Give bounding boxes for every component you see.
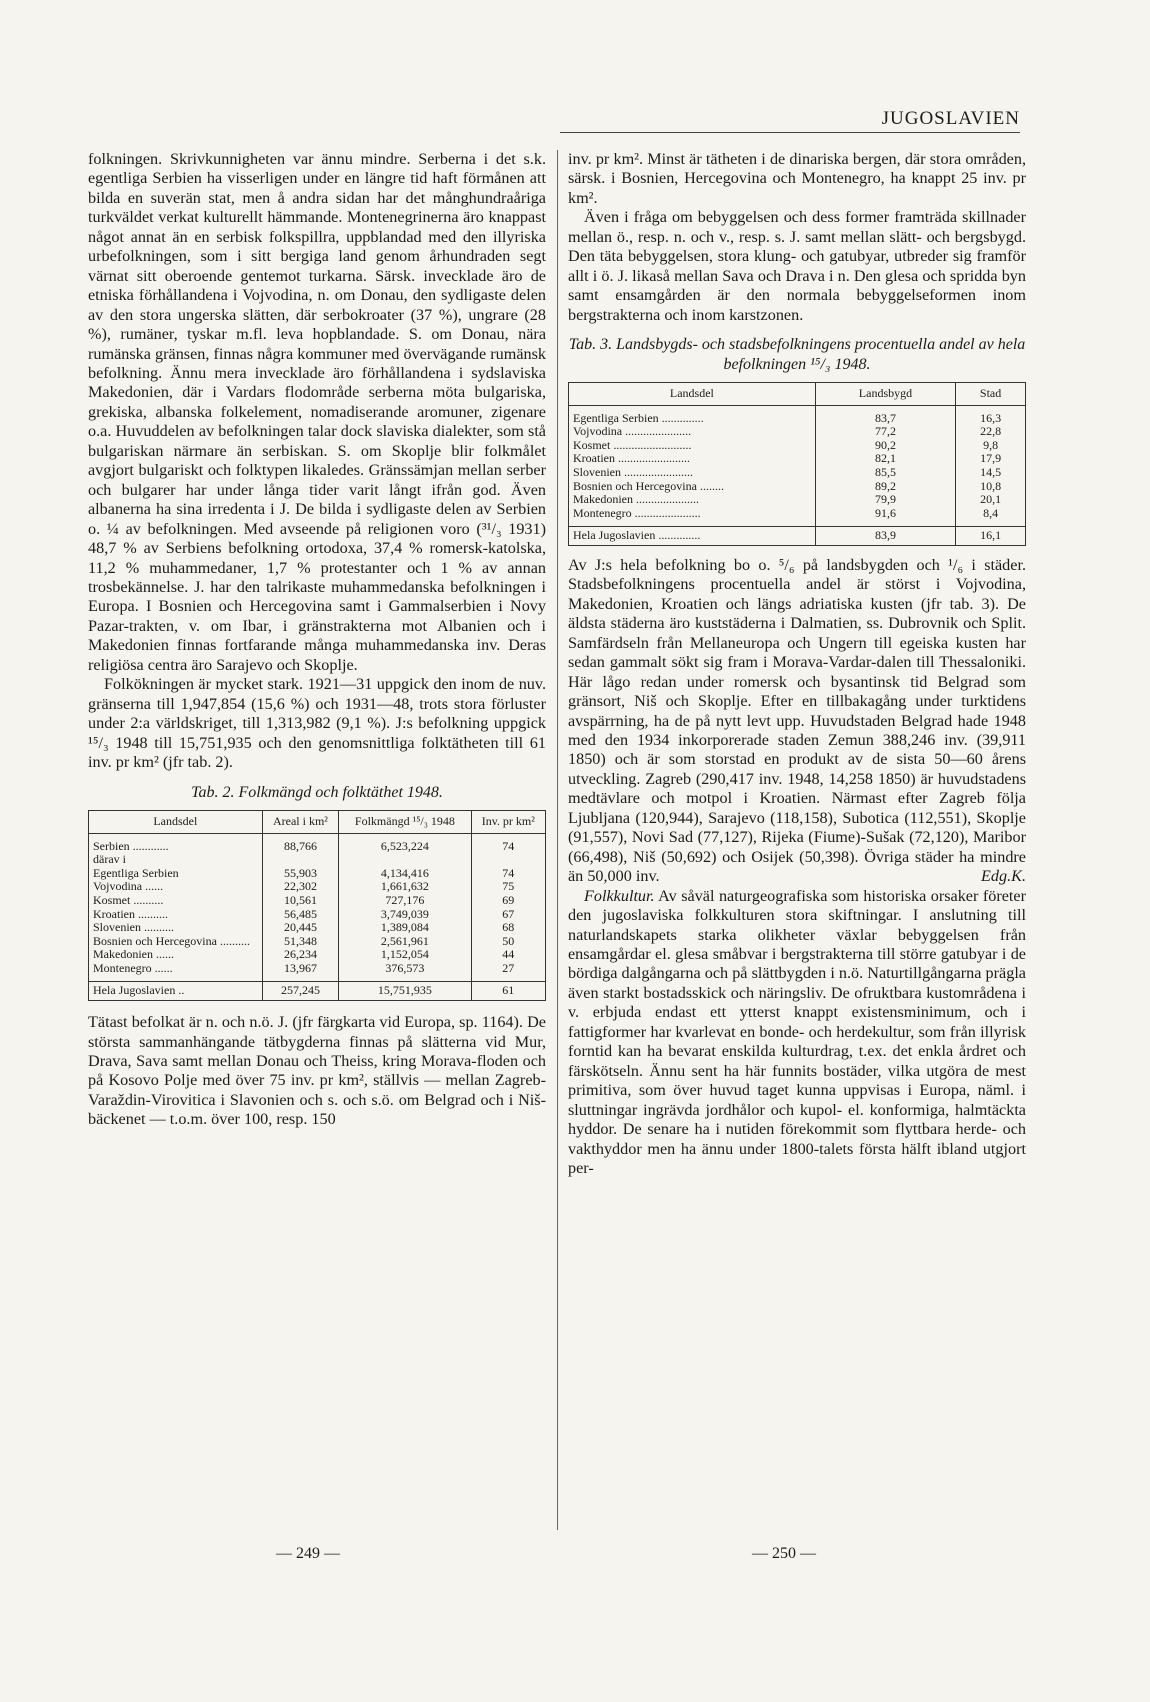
right-paragraph-3-text: Av J:s hela befolkning bo o. ⁵/₆ på landsbygden och ¹/₆ i städer. Stadsbefolkningens procentuella andel är störst i Vojvodina, Makedonien, Kroatien och längs adriatiska kusten (jfr tab. 3). De äldsta städerna äro kuststäderna i Dalmatien, ss. Dubrovnik och Split. Samfärdseln från Mellaneuropa och Ungern till egeiska kusten har sedan gammalt sökt sig fram i Morava-Vardar-dalen till Thessaloniki. Här lågo redan under romersk och bysantinsk tid Belgrad som gränsort, Niš och Skoplje. Efter en tillbakagång under turktidens avspärrning, ha de på nytt levt upp. Huvudstaden Belgrad hade 1948 med den 1934 inkorporerade staden Zemun 388,246 inv. (39,911 1850) och är som storstad en produkt av de sista 50—60 årens utveckling. Zagreb (290,417 inv. 1948, 14,258 1850) är huvudstadens medtävlare och motpol i Kroatien. Närmast efter Zagreb följa Ljubljana (120,944), Sarajevo (118,158), Subotica (112,551), Skoplje (91,557), Novi Sad (77,127), Rijeka (Fiume)-Sušak (72,120), Maribor (66,498), Niš (50,692) och Osijek (50,398). Övriga städer ha mindre än 50,000 inv. bbox=[568, 555, 1026, 886]
column-divider bbox=[557, 150, 558, 1530]
table-2-caption: Tab. 2. Folkmängd och folktäthet 1948. bbox=[191, 783, 443, 801]
table-3-cell: 10,8 bbox=[956, 480, 1026, 494]
table-2-cell: Kosmet .......... bbox=[89, 894, 263, 908]
table-2-total-cell: 15,751,935 bbox=[339, 982, 471, 1001]
table-2-cell: 27 bbox=[471, 962, 545, 982]
table-3-body bbox=[569, 405, 1026, 545]
table-2-cell: 10,561 bbox=[262, 894, 339, 908]
page-number-left: — 249 — bbox=[276, 1545, 340, 1562]
table-3-cell: 16,3 bbox=[956, 405, 1026, 425]
table-2-row bbox=[89, 853, 546, 867]
table-3-cell: Kroatien ........................ bbox=[569, 452, 816, 466]
table-2-cell: 74 bbox=[471, 833, 545, 853]
table-2-cell: 4,134,416 bbox=[339, 867, 471, 881]
table-2-row bbox=[89, 921, 546, 935]
table-2-cell: Makedonien ...... bbox=[89, 948, 263, 962]
table-2-total-cell: Hela Jugoslavien .. bbox=[89, 982, 263, 1001]
left-paragraph-3: Tätast befolkat är n. och n.ö. J. (jfr färgkarta vid Europa, sp. 1164). De största sammanhängande tätbygderna finnas på slätterna vid Mur, Drava, Sava samt mellan Donau och Theiss, kring Morava-floden och på Kosovo Polje med över 75 inv. pr km², ställvis — mellan Zagreb-Varaždin-Virovitica i Slavonien och s. och s.ö. om Belgrad och i Niš-bäckenet — t.o.m. över 100, resp. 150 bbox=[88, 1013, 546, 1129]
table-2-total-cell: 61 bbox=[471, 982, 545, 1001]
table-2-body bbox=[89, 833, 546, 1001]
table-2-cell bbox=[339, 853, 471, 867]
table-2-row bbox=[89, 880, 546, 894]
table-3-cell: Kosmet .......................... bbox=[569, 439, 816, 453]
table-3-total-row bbox=[569, 527, 1026, 546]
table-3-total-cell: 83,9 bbox=[815, 527, 955, 546]
table-2-cell: 74 bbox=[471, 867, 545, 881]
table-3-row bbox=[569, 480, 1026, 494]
table-2-cell: 67 bbox=[471, 908, 545, 922]
table-3-cell: 8,4 bbox=[956, 507, 1026, 527]
table-2-header: Folkmängd ¹⁵/₃ 1948 bbox=[339, 810, 471, 833]
table-3-cell: 22,8 bbox=[956, 425, 1026, 439]
table-2-row bbox=[89, 948, 546, 962]
table-2-total-cell: 257,245 bbox=[262, 982, 339, 1001]
section-lead: Folkkultur. bbox=[584, 886, 655, 905]
table-2-cell: 6,523,224 bbox=[339, 833, 471, 853]
table-3-cell: 83,7 bbox=[815, 405, 955, 425]
table-2-cell: 26,234 bbox=[262, 948, 339, 962]
right-paragraph-4-text: Av såväl naturgeografiska som historiska orsaker företer den jugoslaviska folkkulturen stora skiftningar. I anslutning till naturlandskapets starka olikheter växlar bebyggelsen från ensamgårdar el. glesa småbvar i bergstrakterna till större gatubyar i de bördiga dalgångarna och på slättbygden i n.ö. Naturtillgångarna prägla även starkt bostadsskick och näringsliv. De ofruktbara kustområdena i v. erbjuda endast ett ytterst knappt existensminimum, och i fattigformer har kvarlevat en bonde- och herdekultur, som från illyrisk forntid kan ha bevarat enskilda kulturdrag, t.ex. det enkla årdret och färskötseln. Ännu sent ha här funnits bostäder, vilka utgöra de mest primitiva, som över huvud taget kunna uppvisas i Europa, näml. i sluttningar ingrävda jordhålor och kupol- el. konformiga, halmtäckta hyddor. De senare ha i nutiden förekommit som flyttbara herde- och vakthyddor men ha ännu under 1800-talets första hälft ibland utgjort per- bbox=[568, 886, 1026, 1177]
table-3-cell: 89,2 bbox=[815, 480, 955, 494]
author-signature: Edg.K. bbox=[981, 867, 1026, 886]
table-3-cell: Makedonien ..................... bbox=[569, 493, 816, 507]
table-2-cell: Montenegro ...... bbox=[89, 962, 263, 982]
table-3-row bbox=[569, 466, 1026, 480]
table-2-header-row bbox=[89, 810, 546, 833]
table-3-cell: 9,8 bbox=[956, 439, 1026, 453]
table-2-cell: Egentliga Serbien bbox=[89, 867, 263, 881]
table-3-cell: Egentliga Serbien .............. bbox=[569, 405, 816, 425]
table-3-cell: Vojvodina ...................... bbox=[569, 425, 816, 439]
right-paragraph-2: Även i fråga om bebyggelsen och dess former framträda skillnader mellan ö., resp. n. och v., resp. s. J. samt mellan slätt- och bergsbygd. Den täta bebyggelsen, stora klung- och gatubyar, utbreder sig framför allt i ö. J. likaså mellan Sava och Drava i n. Den glesa och spridda byn samt ensamgården är den normala bebyggelseformen inom bergstrakterna och inom karstzonen. bbox=[568, 208, 1026, 324]
table-2-cell: Kroatien .......... bbox=[89, 908, 263, 922]
table-2-cell: 1,152,054 bbox=[339, 948, 471, 962]
table-2-cell: 20,445 bbox=[262, 921, 339, 935]
table-3-cell: 77,2 bbox=[815, 425, 955, 439]
table-2-cell: 55,903 bbox=[262, 867, 339, 881]
table-3-cell: 90,2 bbox=[815, 439, 955, 453]
table-2-cell: 13,967 bbox=[262, 962, 339, 982]
table-3-header: Landsbygd bbox=[815, 382, 955, 405]
table-2-row bbox=[89, 894, 546, 908]
left-column bbox=[88, 150, 546, 1130]
table-3-total-cell: Hela Jugoslavien .............. bbox=[569, 527, 816, 546]
table-2-cell: 69 bbox=[471, 894, 545, 908]
table-2-cell: 22,302 bbox=[262, 880, 339, 894]
table-2-cell: 44 bbox=[471, 948, 545, 962]
table-2-cell: 1,389,084 bbox=[339, 921, 471, 935]
right-paragraph-1: inv. pr km². Minst är tätheten i de dinariska bergen, där stora områden, särsk. i Bosnien, Hercegovina och Montenegro, ha knappt 25 inv. pr km². bbox=[568, 150, 1026, 207]
table-2-header: Areal i km² bbox=[262, 810, 339, 833]
table-3-header-row bbox=[569, 382, 1026, 405]
table-2-cell: Vojvodina ...... bbox=[89, 880, 263, 894]
table-2-row bbox=[89, 962, 546, 982]
table-2-cell: 56,485 bbox=[262, 908, 339, 922]
table-3-cell: 79,9 bbox=[815, 493, 955, 507]
table-2-cell: Bosnien och Hercegovina .......... bbox=[89, 935, 263, 949]
table-2-header: Inv. pr km² bbox=[471, 810, 545, 833]
left-paragraph-2: Folkökningen är mycket stark. 1921—31 uppgick den inom de nuv. gränserna till 1,947,854 (15,6 %) och 1931—48, trots stora förluster under 2:a världskriget, till 1,313,982 (9,1 %). J:s befolkning uppgick ¹⁵/₃ 1948 till 15,751,935 och den genomsnittliga folktätheten till 61 inv. pr km² (jfr tab. 2). bbox=[88, 675, 546, 772]
table-3-total-cell: 16,1 bbox=[956, 527, 1026, 546]
table-3-row bbox=[569, 439, 1026, 453]
page-number-right: — 250 — bbox=[752, 1545, 816, 1562]
table-2-cell: 3,749,039 bbox=[339, 908, 471, 922]
table-2-cell: 88,766 bbox=[262, 833, 339, 853]
table-2 bbox=[88, 810, 546, 1001]
table-2-total-row bbox=[89, 982, 546, 1001]
table-3-row bbox=[569, 405, 1026, 425]
table-2-cell: 727,176 bbox=[339, 894, 471, 908]
table-2-cell: 376,573 bbox=[339, 962, 471, 982]
table-2-cell: 68 bbox=[471, 921, 545, 935]
table-2-cell: 75 bbox=[471, 880, 545, 894]
right-paragraph-3 bbox=[568, 556, 1026, 887]
table-3 bbox=[568, 382, 1026, 546]
table-2-cell: Slovenien .......... bbox=[89, 921, 263, 935]
table-2-row bbox=[89, 935, 546, 949]
table-2-row bbox=[89, 867, 546, 881]
table-3-row bbox=[569, 493, 1026, 507]
table-3-row bbox=[569, 425, 1026, 439]
right-paragraph-4 bbox=[568, 887, 1026, 1179]
table-2-cell: Serbien ............ bbox=[89, 833, 263, 853]
header-rule bbox=[560, 132, 1020, 133]
table-3-caption: Tab. 3. Landsbygds- och stadsbefolkningens procentuella andel av hela befolkningen ¹⁵/₃ 1948. bbox=[568, 336, 1026, 373]
right-column bbox=[568, 150, 1026, 1178]
table-3-row bbox=[569, 452, 1026, 466]
table-3-row bbox=[569, 507, 1026, 527]
table-3-cell: Slovenien ....................... bbox=[569, 466, 816, 480]
left-paragraph-1: folkningen. Skrivkunnigheten var ännu mindre. Serberna i det s.k. egentliga Serbien ha visserligen under en längre tid haft förmånen att bilda en suverän stat, men å andra sidan har det månghundraåriga turkväldet verkat kulturellt hämmande. Montenegrinerna äro knappast något annat än en serbisk folkspillra, uppblandad med den illyriska urbefolkningen, som i sitt bergiga land genom århundraden segt värnat sitt oberoende gentemot turkarna. Särsk. invecklade äro de etniska förhållandena i Vojvodina, n. om Donau, den sydligaste delen av den stora ungerska slätten, där serbokroater (37 %), ungrare (28 %), rumäner, tyskar m.fl. leva hopblandade. S. om Donau, nära rumänska gränsen, finnas några kommuner med övervägande rumänsk befolkning. Ännu mera invecklade äro förhållandena i sydslaviska Makedonien, där i Vardars flodområde serberna möta bulgariska, grekiska, albanska folkelement, nomadiserande aromuner, zigenare o.a. Huvuddelen av befolkningen talar dock slaviska dialekter, som stå bulgariskan närmare än serbiskan. S. om Skoplje blir folkmålet avgjort bulgariskt och folktypen likaledes. Gränssämjan mellan serber och bulgarer har under långa tider varit långt ifrån god. Även albanerna ha sina irredenta i J. De bilda i sydligaste delen av Serbien o. ¼ av befolkningen. Med avseende på religionen voro (³¹/₃ 1931) 48,7 % av Serbiens befolkning ortodoxa, 37,4 % romersk-katolska, 11,2 % muhammedaner, 1,7 % protestanter och 1 % av annan trosbekännelse. J. har den talrikaste muhammedanska befolkningen i Europa. I Bosnien och Hercegovina samt i Gammalserbien i Novy Pazar-trakten, v. om Ibar, i gränstrakterna mot Albanien och i Makedonien finnas fortfarande många muhammedanska inv. Deras religiösa centra äro Sarajevo och Skoplje. bbox=[88, 150, 546, 674]
table-2-header: Landsdel bbox=[89, 810, 263, 833]
table-3-header: Landsdel bbox=[569, 382, 816, 405]
table-3-header: Stad bbox=[956, 382, 1026, 405]
table-2-cell bbox=[262, 853, 339, 867]
table-3-cell: 20,1 bbox=[956, 493, 1026, 507]
table-3-cell: 91,6 bbox=[815, 507, 955, 527]
table-2-cell: 2,561,961 bbox=[339, 935, 471, 949]
table-2-cell bbox=[471, 853, 545, 867]
table-3-cell: 85,5 bbox=[815, 466, 955, 480]
running-header: JUGOSLAVIEN bbox=[881, 108, 1020, 129]
table-3-cell: 14,5 bbox=[956, 466, 1026, 480]
table-2-cell: därav i bbox=[89, 853, 263, 867]
table-2-cell: 51,348 bbox=[262, 935, 339, 949]
table-2-row bbox=[89, 908, 546, 922]
table-3-cell: Bosnien och Hercegovina ........ bbox=[569, 480, 816, 494]
table-2-cell: 1,661,632 bbox=[339, 880, 471, 894]
table-3-cell: 17,9 bbox=[956, 452, 1026, 466]
table-3-cell: 82,1 bbox=[815, 452, 955, 466]
table-3-cell: Montenegro ...................... bbox=[569, 507, 816, 527]
table-2-row bbox=[89, 833, 546, 853]
table-2-cell: 50 bbox=[471, 935, 545, 949]
